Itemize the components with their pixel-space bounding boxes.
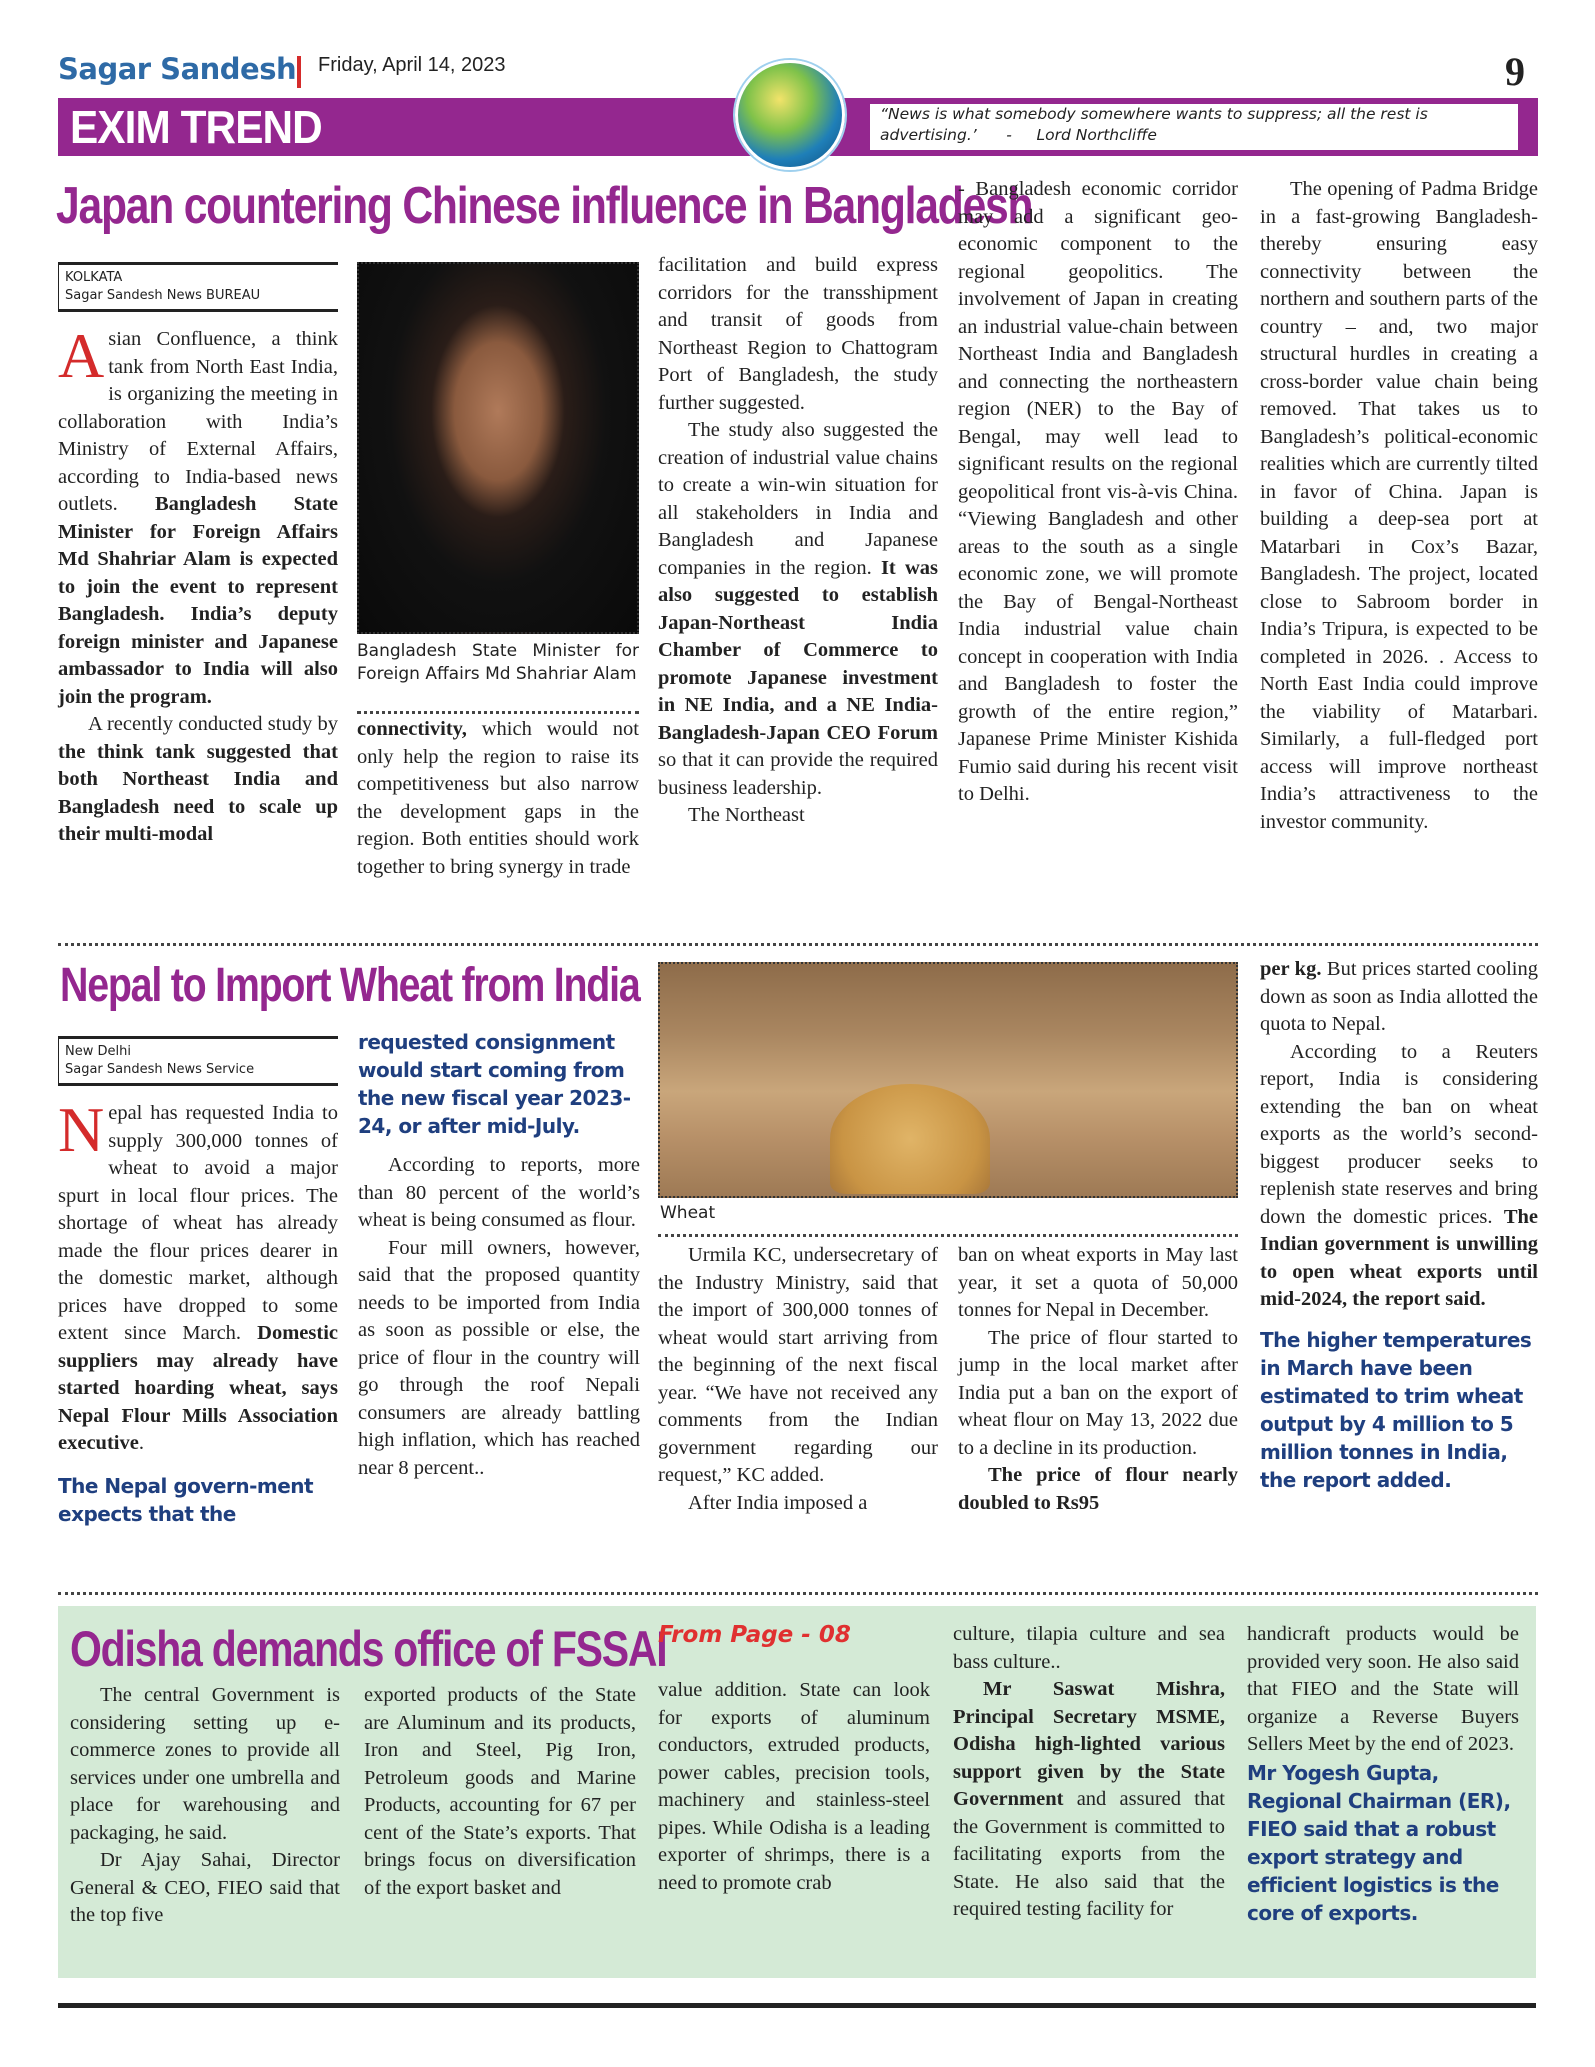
wheat-photo	[658, 962, 1238, 1198]
dateline-source: Sagar Sandesh News BUREAU	[65, 288, 261, 303]
dateline-city: KOLKATA	[65, 270, 123, 285]
body-text: The opening of Padma Bridge in a fast-growing Bangladesh- thereby ensuring easy connectivity between the northern and southern parts of the country – and, two major structural hurdles in creating a cross-border value chain being removed. That takes us to Bangladesh’s political-economic realities which are currently tilted in favor of China. Japan is building a deep-sea port at Matarbari in Cox’s Bazar, Bangladesh. The project, located close to Sabroom border in India’s Tripura, is expected to be completed in 2026. . Access to North East India could improve the viability of Matarbari. Similarly, a full-fledged port access will improve northeast India’s attractiveness to the investor community.	[1260, 178, 1538, 833]
article-headline: Odisha demands office of FSSAI	[70, 1621, 667, 1677]
body-text: .	[138, 1432, 144, 1454]
body-text: which would not only help the region to raise its competitiveness but also narrow the development gaps in the region. Both entities should work together to bring synergy in trade	[357, 718, 639, 878]
body-text: exported products of the State are Aluminum and its products, Iron and Steel, Pig Iron, Petroleum goods and Marine Products, accounting for 67 per cent of the State’s exports. That brings focus on diversification of the export basket and	[364, 1684, 636, 1899]
article1-column-4	[958, 176, 1238, 809]
dateline	[58, 1036, 338, 1086]
divider	[357, 711, 639, 714]
body-text: and assured that the Government is committed to facilitating exports from the State. He also said that the required testing facility for	[953, 1788, 1225, 1920]
dateline-source: Sagar Sandesh News Service	[65, 1062, 255, 1077]
issue-date: Friday, April 14, 2023	[318, 54, 506, 76]
body-bold-text: The Indian government is unwilling to open wheat exports until mid-2024, the report said.	[1260, 1205, 1538, 1310]
body-text: epal has requested India to supply 300,000 tonnes of wheat to avoid a major spurt in local flour prices. The shortage of wheat has already made the flour prices dearer in the domestic market, although prices have dropped to some extent since March.	[58, 1102, 338, 1344]
photo-caption: Bangladesh State Minister for Foreign Affairs Md Shahriar Alam	[357, 641, 639, 684]
masthead-quote	[880, 104, 1510, 146]
divider	[658, 1234, 1238, 1237]
drop-cap: N	[58, 1094, 105, 1165]
body-text: - Bangladesh economic corridor may add a significant geo-economic component to the regional geopolitics. The involvement of Japan in creating an industrial value-chain between Northeast India and Bangladesh and connecting the northeastern region (NER) to the Bay of Bengal, may well lead to significant results on the regional geopolitical front vis-à-vis China. “Viewing Bangladesh and other areas to the south as a single economic zone, we will promote the Bay of Bengal-Northeast India industrial value chain concept in cooperation with India and Bangladesh to foster the growth of the entire region,” Japanese Prime Minister Kishida Fumio said during his recent visit to Delhi.	[958, 178, 1238, 805]
article-body	[58, 320, 338, 849]
photo-caption: Wheat	[660, 1203, 716, 1223]
article2-column-3	[658, 1242, 938, 1517]
body-bold-text: Bangladesh State Minister for Foreign Affairs Md Shahriar Alam is expected to join the event to represent Bangladesh. India’s deputy foreign minister and Japanese ambassador to India will also join the program.	[58, 493, 338, 708]
article2-column-5	[1260, 956, 1538, 1494]
dateline	[58, 262, 338, 312]
article1-column-5	[1260, 176, 1538, 836]
body-text: The study also suggested the creation of industrial value chains to create a win-win situation for all stakeholders in India and Bangladesh and Japanese companies in the region.	[658, 419, 938, 579]
pull-quote: requested consignment would start coming from the new fiscal year 2023-24, or after mid-July.	[358, 1030, 631, 1138]
body-text: so that it can provide the required business leadership.	[658, 749, 938, 799]
article3-column-3	[658, 1677, 930, 1897]
body-text: The Northeast	[688, 804, 805, 826]
article1-column-1	[58, 262, 338, 849]
body-bold-text: connectivity,	[357, 718, 467, 740]
body-bold-text: Mr Saswat Mishra, Principal Secretary MSME, Odisha high-lighted various support given by the State Government	[953, 1678, 1225, 1810]
body-bold-text: Domestic suppliers may already have started hoarding wheat, says Nepal Flour Mills Association executive	[58, 1322, 338, 1454]
body-text: culture, tilapia culture and sea bass culture..	[953, 1623, 1225, 1673]
article-body	[1247, 1621, 1519, 1759]
body-text: The central Government is considering setting up e-commerce zones to provide all services under one umbrella and place for warehousing and packaging, he said.	[70, 1684, 340, 1844]
article3-column-4	[953, 1621, 1225, 1924]
body-text: value addition. State can look for exports of aluminum conductors, extruded products, power cables, precision tools, machinery and stainless-steel pipes. While Odisha is a leading exporter of shrimps, there is a need to promote crab	[658, 1679, 930, 1894]
article1-column-3	[658, 252, 938, 830]
quote-text: “News is what somebody somewhere wants to suppress; all the rest is advertising.’	[880, 105, 1428, 144]
body-bold-text: per kg.	[1260, 958, 1322, 980]
drop-cap: A	[58, 320, 105, 391]
continued-from-label: From Page - 08	[658, 1622, 851, 1648]
body-text: Dr Ajay Sahai, Director General & CEO, FIEO said that the top five	[70, 1849, 340, 1926]
article-divider	[58, 943, 1538, 946]
pull-quote: The higher temperatures in March have been estimated to trim wheat output by 4 million to 5 million tonnes in India, the report added.	[1260, 1327, 1532, 1492]
body-text: The price of flour started to jump in the local market after India put a ban on the export of wheat flour on May 13, 2022 due to a decline in its production.	[958, 1326, 1238, 1459]
article3-column-2	[364, 1682, 636, 1902]
body-text: sian Confluence, a think tank from North East India, is organizing the meeting in collaboration with India’s Ministry of External Affairs, according to India-based news outlets.	[58, 328, 338, 515]
article3-column-5	[1247, 1621, 1519, 1927]
article3-column-1	[70, 1682, 340, 1930]
body-text: ban on wheat exports in May last year, it set a quota of 50,000 tonnes for Nepal in December.	[958, 1244, 1238, 1321]
article-body	[58, 1094, 338, 1458]
article2-column-2	[358, 1028, 640, 1482]
body-text: facilitation and build express corridors for the transshipment and transit of goods from Northeast Region to Chattogram Port of Bangladesh, the study further suggested.	[658, 254, 938, 414]
article-body	[358, 1152, 640, 1482]
dateline-city: New Delhi	[65, 1044, 131, 1059]
article-body	[1260, 956, 1538, 1314]
body-bold-text: The price of flour nearly doubled to Rs95	[958, 1464, 1238, 1514]
article-headline: Nepal to Import Wheat from India	[60, 959, 640, 1012]
body-bold-text: It was also suggested to establish Japan-Northeast India Chamber of Commerce to promote Japanese investment in NE India, and a NE India-Bangladesh-Japan CEO Forum	[658, 556, 938, 744]
body-text: A recently conducted study by	[88, 713, 338, 735]
newspaper-brand: Sagar Sandesh	[58, 52, 297, 86]
body-bold-text: the think tank suggested that both Northeast India and Bangladesh need to scale up their multi-modal	[58, 740, 338, 845]
body-text: But prices started cooling down as soon as India allotted the quota to Nepal.	[1260, 958, 1538, 1035]
article1-column-2	[357, 716, 639, 881]
article2-column-4	[958, 1242, 1238, 1517]
body-text: According to reports, more than 80 percent of the world’s wheat is being consumed as flour.	[358, 1154, 640, 1231]
section-title: EXIM TREND	[70, 101, 322, 153]
wheat-grain-pile	[830, 1084, 990, 1194]
article-divider	[58, 1592, 1538, 1595]
page-bottom-rule	[58, 2003, 1536, 2008]
pull-quote: The Nepal govern-ment expects that the	[58, 1473, 314, 1526]
pull-quote: Mr Yogesh Gupta, Regional Chairman (ER), FIEO said that a robust export strategy and efficient logistics is the core of exports.	[1247, 1760, 1511, 1925]
body-text: Four mill owners, however, said that the proposed quantity needs to be imported from India as soon as possible or else, the price of flour in the country will go through the roof Nepali consumers are already battling high inflation, which has reached near 8 percent..	[358, 1236, 640, 1479]
page-number: 9	[1505, 49, 1525, 94]
body-text: After India imposed a	[688, 1491, 868, 1514]
minister-photo	[357, 262, 639, 634]
body-text: According to a Reuters report, India is considering extending the ban on wheat exports as the world’s second-biggest producer seeks to replenish state reserves and bring down the domestic prices.	[1260, 1040, 1538, 1228]
article2-column-1	[58, 1036, 338, 1528]
globe-icon	[735, 60, 845, 170]
article-headline: Japan countering Chinese influence in Bangladesh	[56, 177, 1033, 235]
quote-author: Lord Northcliffe	[1036, 126, 1157, 144]
body-text: Urmila KC, undersecretary of the Industry Ministry, said that the import of 300,000 tonnes of wheat would start arriving from the beginning of the next fiscal year. “We have not received any comments from the Indian government regarding our request,” KC added.	[658, 1244, 938, 1486]
quote-dash: -	[1006, 126, 1012, 144]
body-text: handicraft products would be provided very soon. He also said that FIEO and the State will organize a Reverse Buyers Sellers Meet by the end of 2023.	[1247, 1623, 1519, 1755]
masthead-divider	[297, 56, 301, 88]
